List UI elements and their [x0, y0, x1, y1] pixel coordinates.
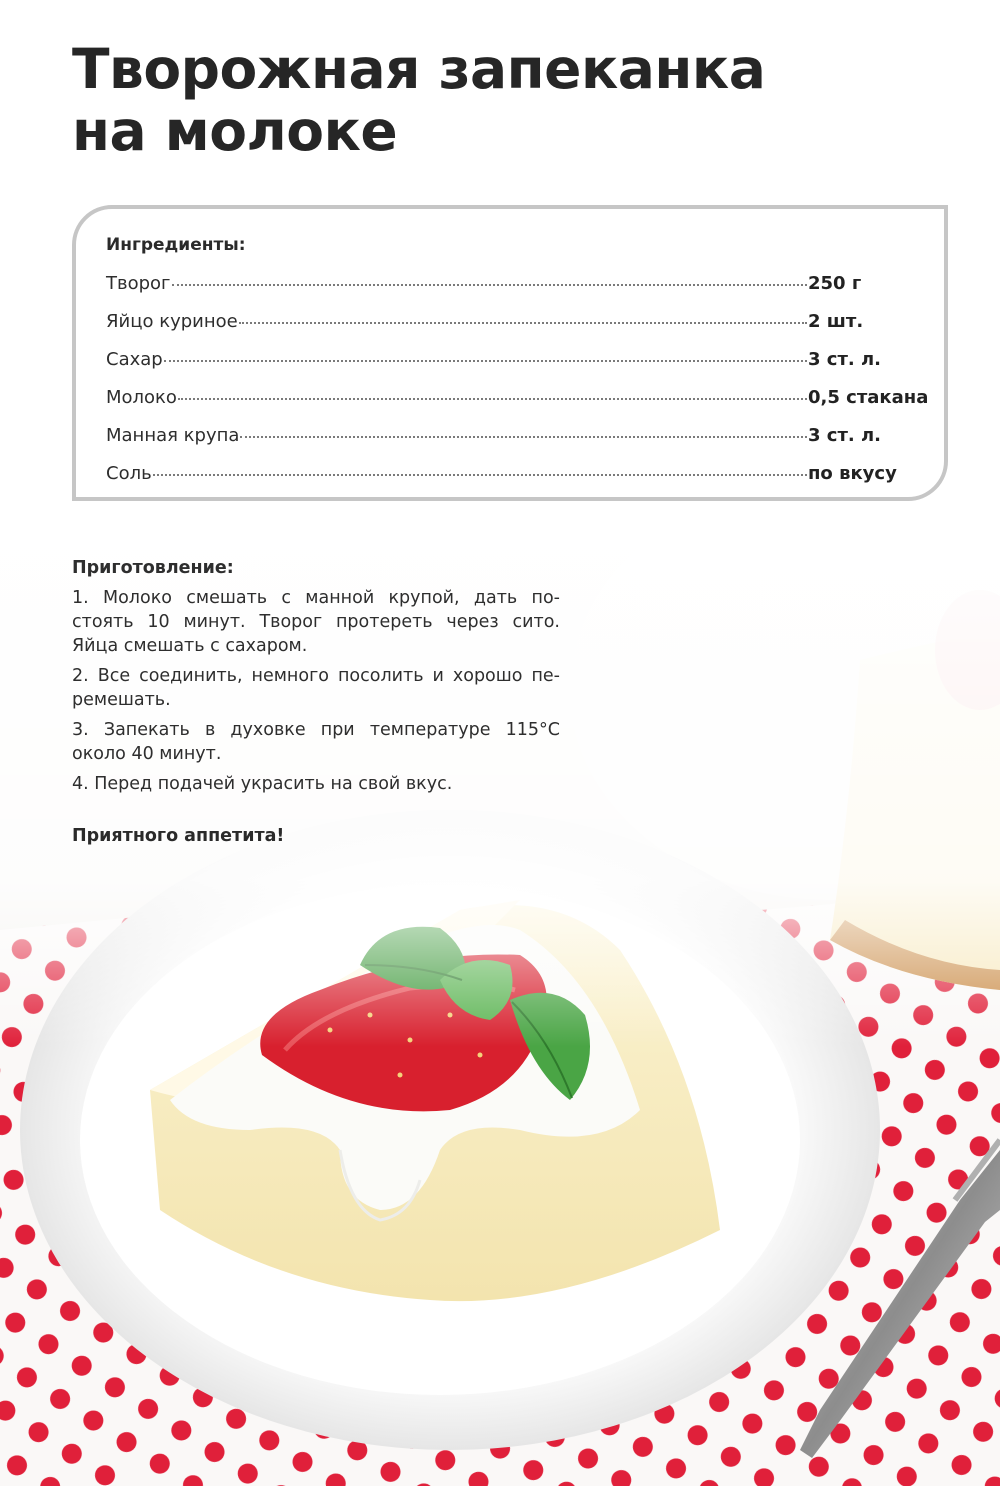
dot-leader	[239, 322, 807, 324]
ingredient-row	[106, 387, 929, 425]
ingredient-row	[106, 349, 920, 387]
ingredients-heading: Ингредиенты:	[106, 235, 246, 255]
closing-text: Приятного аппетита!	[72, 826, 285, 846]
ingredients-list	[106, 273, 929, 501]
title-line-1: Творожная запеканка	[72, 37, 766, 101]
title-line-2: на молоке	[72, 99, 398, 163]
ingredient-name: Яйцо куриное	[106, 311, 238, 332]
dot-leader	[178, 398, 807, 400]
ingredient-qty: 0,5 стакана	[808, 387, 929, 408]
preparation-heading: Приготовление:	[72, 558, 234, 578]
dot-leader	[240, 436, 807, 438]
preparation-step: 1. Молоко смешать с манной крупой, дать по-стоять 10 минут. Творог протереть через сито. Яйца смешать с сахаром.	[72, 588, 560, 656]
dot-leader	[172, 284, 807, 286]
ingredient-row	[106, 425, 920, 463]
dot-leader	[153, 474, 807, 476]
ingredient-row	[106, 273, 920, 311]
ingredient-qty: 250 г	[808, 273, 862, 294]
ingredient-qty: 2 шт.	[808, 311, 864, 332]
ingredient-qty: 3 ст. л.	[808, 349, 882, 370]
ingredient-name: Творог	[106, 273, 171, 294]
ingredients-box	[72, 205, 948, 501]
ingredient-name: Соль	[106, 463, 152, 484]
preparation-section	[72, 556, 560, 802]
preparation-step: 3. Запекать в духовке при температуре 115°С около 40 минут.	[72, 720, 560, 764]
ingredient-row	[106, 311, 920, 349]
dot-leader	[164, 360, 807, 362]
preparation-step: 4. Перед подачей украсить на свой вкус.	[72, 774, 453, 794]
ingredient-name: Сахар	[106, 349, 163, 370]
ingredient-name: Манная крупа	[106, 425, 240, 446]
preparation-step: 2. Все соединить, немного посолить и хорошо пе-ремешать.	[72, 666, 560, 710]
ingredient-qty: 3 ст. л.	[808, 425, 882, 446]
ingredient-qty: по вкусу	[808, 463, 897, 484]
ingredient-row	[106, 463, 920, 501]
recipe-title	[72, 38, 765, 162]
ingredient-name: Молоко	[106, 387, 177, 408]
